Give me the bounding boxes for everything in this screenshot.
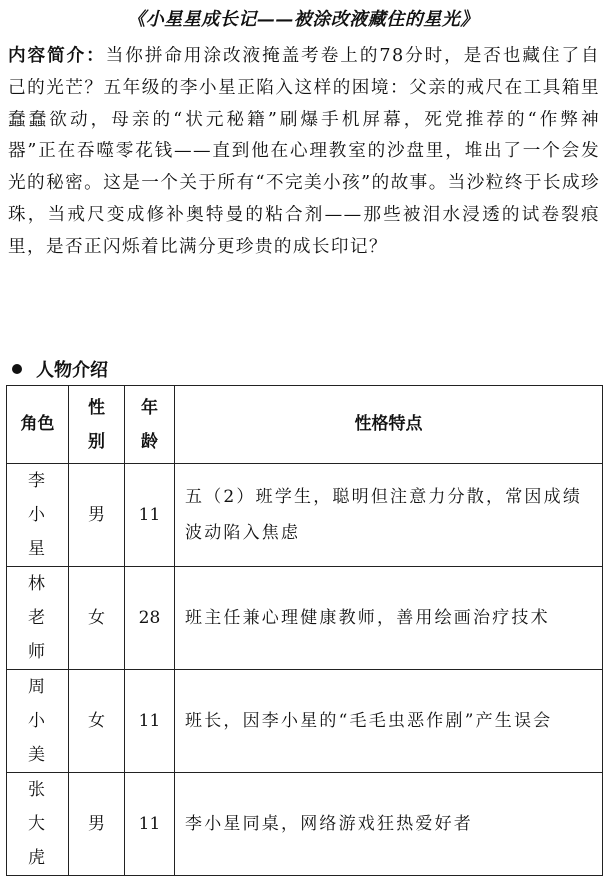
intro-paragraph — [8, 40, 600, 264]
cell-gender: 男 — [69, 773, 125, 876]
header-role-label: 角色 — [20, 414, 55, 434]
cell-role — [7, 773, 69, 876]
section-heading — [12, 356, 108, 382]
cell-gender: 男 — [69, 464, 125, 567]
header-role — [7, 386, 69, 464]
role-text: 李小星 — [28, 471, 47, 559]
cell-role — [7, 670, 69, 773]
table-header-row — [7, 386, 603, 464]
header-gender-label: 性别 — [88, 397, 105, 452]
intro-text: 当你拼命用涂改液掩盖考卷上的78分时，是否也藏住了自己的光芒？五年级的李小星正陷入这样的困境：父亲的戒尺在工具箱里蠢蠢欲动，母亲的“状元秘籍”刷爆手机屏幕，死党推荐的“作弊神器”正在吞噬零花钱——直到他在心理教室的沙盘里，堆出了一个会发光的秘密。这是一个关于所有“不完美小孩”的故事。当沙粒终于长成珍珠，当戒尺变成修补奥特曼的粘合剂——那些被泪水浸透的试卷裂痕里，是否正闪烁着比满分更珍贵的成长印记？ — [8, 46, 600, 257]
cell-traits: 班主任兼心理健康教师，善用绘画治疗技术 — [175, 567, 603, 670]
cell-age: 11 — [125, 773, 175, 876]
table-row — [7, 773, 603, 876]
bullet-icon — [12, 364, 22, 374]
cell-age: 28 — [125, 567, 175, 670]
character-table — [6, 385, 603, 876]
table-row — [7, 464, 603, 567]
cell-role — [7, 567, 69, 670]
header-gender — [69, 386, 125, 464]
role-text: 张大虎 — [28, 780, 47, 868]
header-traits — [175, 386, 603, 464]
table-row — [7, 670, 603, 773]
cell-gender: 女 — [69, 567, 125, 670]
intro-label: 内容简介： — [8, 45, 106, 66]
document-title: 《小星星成长记——被涂改液藏住的星光》 — [127, 9, 479, 30]
cell-age: 11 — [125, 670, 175, 773]
cell-traits: 班长，因李小星的“毛毛虫恶作剧”产生误会 — [175, 670, 603, 773]
cell-gender: 女 — [69, 670, 125, 773]
header-age-label: 年龄 — [141, 397, 158, 452]
role-text: 林老师 — [28, 574, 47, 662]
cell-role — [7, 464, 69, 567]
cell-age: 11 — [125, 464, 175, 567]
role-text: 周小美 — [28, 677, 47, 765]
header-age — [125, 386, 175, 464]
section-heading-text: 人物介绍 — [36, 360, 108, 381]
header-traits-label: 性格特点 — [354, 414, 423, 434]
cell-traits: 李小星同桌，网络游戏狂热爱好者 — [175, 773, 603, 876]
cell-traits: 五（2）班学生，聪明但注意力分散，常因成绩波动陷入焦虑 — [175, 464, 603, 567]
table-row — [7, 567, 603, 670]
